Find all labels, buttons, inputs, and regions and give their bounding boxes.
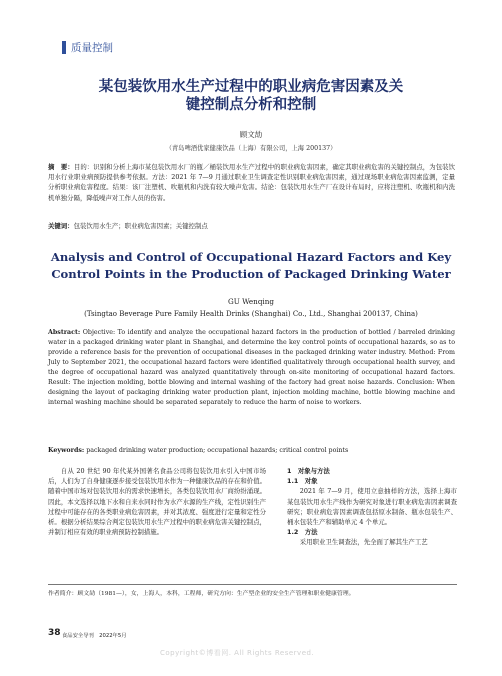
english-title-line1: Analysis and Control of Occupational Hazard Factors and Key	[50, 250, 452, 264]
chinese-title-line2: 键控制点分析和控制	[185, 97, 317, 113]
english-keywords-label: Keywords:	[48, 447, 85, 454]
chinese-keywords-text: 包装饮用水生产；职业病危害因素；关键控制点	[73, 222, 208, 230]
english-affiliation: (Tsingtao Beverage Pure Family Health Drinks (Shanghai) Co., Ltd., Shanghai 200137, China)	[84, 310, 418, 318]
chinese-abstract-text: 目的：识别和分析上海市某包装饮用水厂的瓶／桶装饮用水生产过程中的职业病危害因素，确定其职业病危害的关键控制点，为包装饮用水行业职业病预防提供参考依据。方法：2021 年 7—9 月通过职业卫生调查定性识别职业病危害因素，通过现场职业病危害因素监测，定量分析职业病危害程度。结果：该厂注塑机、吹瓶机和内洗有较大噪声危害。结论：包装饮用水生产厂在设计布局时，应将注塑机、吹瓶机和内洗机单独分隔，降低噪声对工作人员的伤害。	[48, 163, 456, 202]
chinese-keywords	[48, 221, 455, 231]
chinese-abstract	[48, 162, 455, 203]
english-abstract	[48, 328, 455, 408]
journal-name: 食品安全导刊 2022年5月	[62, 633, 127, 639]
page-number: 38	[48, 628, 61, 638]
footnote-divider	[48, 584, 457, 585]
chinese-title-line1: 某包装饮用水生产过程中的职业病危害因素及关	[98, 79, 404, 95]
english-abstract-label: Abstract:	[48, 329, 81, 336]
section-1-2-heading: 1.2 方法	[287, 528, 318, 537]
english-keywords	[48, 446, 455, 456]
chinese-author: 顾文劼	[239, 130, 263, 139]
chinese-abstract-label: 摘 要：	[48, 163, 74, 171]
chinese-keywords-label: 关键词：	[48, 222, 74, 230]
english-title-line2: Control Points in the Production of Packaged Drinking Water	[51, 266, 451, 281]
copyright-watermark: Copyright©博看网. All Rights Reserved.	[160, 649, 315, 657]
english-abstract-text: Objective: To identify and analyze the occupational hazard factors in the production of bottled / barreled drinking water in a packaged drinking water plant in Shanghai, and determine the key control points of occupational hazards, so as to provide a reference basis for the prevention of occupational diseases in the packaged drinking water industry. Method: From July to September 2021, the occupational hazard factors were identified qualitatively through occupational health survey, and the degree of occupational hazard was analyzed quantitatively through on-site monitoring of occupational hazard factors. Result: The injection molding, bottle blowing and internal washing of the factory had great noise hazards. Conclusion: When designing the layout of packaging drinking water production plant, injection molding machine, bottle blowing machine and internal washing machine should be separated separately to reduce the harm of noise to workers.	[48, 329, 455, 407]
section-1-1-heading: 1.1 对象	[287, 477, 318, 486]
chinese-title	[40, 78, 462, 114]
body-column-right	[287, 466, 457, 548]
author-footnote: 作者简介：顾文劼（1981—），女，上海人，本科，工程师，研究方向：生产型企业的安全生产管理和职业健康管理。	[48, 591, 355, 597]
section-marker	[62, 41, 66, 54]
body-column-left	[48, 466, 266, 537]
section-label: 质量控制	[71, 42, 113, 54]
english-keywords-text: packaged drinking water production; occupational hazards; critical control points	[86, 447, 349, 454]
intro-paragraph: 自从 20 世纪 90 年代某外国著名食品公司将包装饮用水引入中国市场后，人们为了自身健康逐步接受包装饮用水作为一种健康饮品的存在和价值。随着中国市场对包装饮用水的需求快速增长，各类包装饮用水厂商纷纷涌现。因此，本文选择以地下水和自来水同时作为水产水源的生产线，定性识别生产过程中可能存在的各类职业病危害因素，并对其浓度、强度进行定量和定性分析。根据分析结果综合判定包装饮用水生产过程中的职业病危害关键控制点，并制订相应有效的职业病预防控制措施。	[48, 467, 266, 537]
english-author: GU Wenqing	[228, 297, 274, 306]
english-title	[30, 249, 472, 282]
chinese-affiliation: （青岛啤酒优家健康饮品（上海）有限公司，上海 200137）	[165, 145, 337, 152]
section-1-2-text: 采用职业卫生调查法，先全面了解其生产工艺	[299, 538, 428, 547]
section-1-heading: 1 对象与方法	[287, 467, 330, 475]
section-1-1-text: 2021 年 7—9 月，使用立意抽样的方法，选择上海市某包装饮用水生产线作为研究对象进行职业病危害因素调查研究；职业病危害因素调查包括原水制备、瓶水包装生产、桶水包装生产和辅助单元 4 个单元。	[287, 487, 457, 527]
